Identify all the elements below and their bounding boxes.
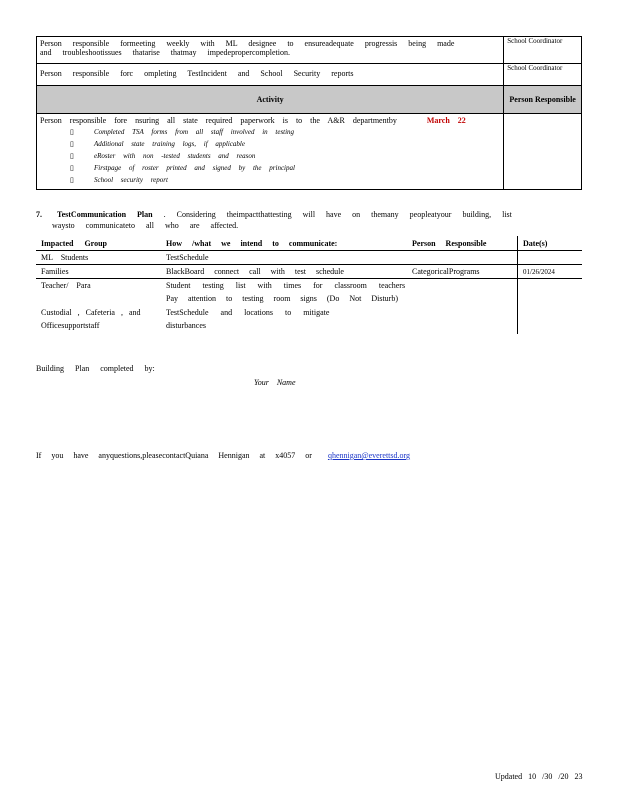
row-how: Student testing list with times for classroom teachers <box>166 281 406 290</box>
bullet-item: ▯ eRoster with non -tested students and reason <box>70 152 256 160</box>
bullet-icon: ▯ <box>70 128 74 136</box>
completed-by-label: Building Plan completed by: <box>36 364 155 373</box>
row-how: BlackBoard connect call with test schedule <box>166 267 344 276</box>
section-number: 7. <box>36 210 42 219</box>
bullet-icon: ▯ <box>70 164 74 172</box>
incident-report-text: Person responsible forc ompleting TestIncident and School Security reports <box>40 69 354 78</box>
paperwork-bullet-list <box>40 126 500 186</box>
bullet-item: ▯ Completed TSA forms from all staff involved in testing <box>70 128 295 136</box>
paperwork-text <box>40 116 500 125</box>
row-date: 01/26/2024 <box>523 268 555 276</box>
row-person: CategoricalPrograms <box>412 267 480 276</box>
paperwork-role-cell <box>504 114 582 190</box>
row-how: TestSchedule <box>166 253 209 262</box>
row-group: Custodial , Cafeteria , and <box>41 308 141 317</box>
row-how: Pay attention to testing room signs (Do Not Disturb) <box>166 294 398 303</box>
section-intro-2: waysto communicateto all who are affected. <box>52 221 239 230</box>
person-responsible-header: Person Responsible <box>504 86 582 114</box>
bullet-icon: ▯ <box>70 140 74 148</box>
completed-by-name: Your Name <box>254 378 296 387</box>
bullet-icon: ▯ <box>70 176 74 184</box>
paperwork-cell <box>37 114 504 190</box>
communication-plan-heading <box>36 210 582 230</box>
communication-table <box>36 236 582 334</box>
weekly-meeting-text-2: and troubleshootissues thatarise thatmay impedepropercompletion. <box>40 48 290 57</box>
paperwork-label: Person responsible fore nsuring all state required paperwork is to the A&R departmentby <box>40 116 397 125</box>
header-how-what: How /what we intend to communicate: <box>166 239 338 248</box>
incident-report-cell <box>37 64 504 86</box>
bullet-item: ▯ Firstpage of roster printed and signed by the principal <box>70 164 295 172</box>
paperwork-deadline: March 22 <box>426 116 466 125</box>
row-group: Teacher/ Para <box>41 281 91 290</box>
section-title: TestCommunication Plan <box>57 210 153 219</box>
header-dates: Date(s) <box>523 239 548 248</box>
row-group: Officesupportstaff <box>41 321 100 330</box>
row-group: ML Students <box>41 253 89 262</box>
contact-email-link[interactable]: qhennigan@everettsd.org <box>327 451 411 460</box>
weekly-meeting-cell <box>37 37 504 64</box>
weekly-meeting-text-1: Person responsible formeeting weekly with ML designee to ensureadequate progressis being made <box>40 39 455 48</box>
row-how: TestSchedule and locations to mitigate <box>166 308 330 317</box>
bullet-item: ▯ School security report <box>70 176 168 184</box>
bullet-icon: ▯ <box>70 152 74 160</box>
weekly-meeting-role: School Coordinator <box>504 37 582 64</box>
activity-header: Activity <box>37 86 504 114</box>
section-intro-1: . Considering theimpactthattesting will have on themany peopleatyour building, list <box>163 210 512 219</box>
header-impacted-group: Impacted Group <box>41 239 107 248</box>
activity-table <box>36 36 582 190</box>
contact-line <box>36 451 440 460</box>
header-person-responsible: Person Responsible <box>412 239 487 248</box>
incident-report-role: School Coordinator <box>504 64 582 86</box>
bullet-item: ▯ Additional state training logs, if applicable <box>70 140 245 148</box>
row-how: disturbances <box>166 321 206 330</box>
contact-text: If you have anyquestions,pleasecontactQuiana Hennigan at x4057 or <box>36 451 312 460</box>
updated-date: Updated 10 /30 /20 23 <box>495 772 583 781</box>
row-group: Families <box>41 267 69 276</box>
